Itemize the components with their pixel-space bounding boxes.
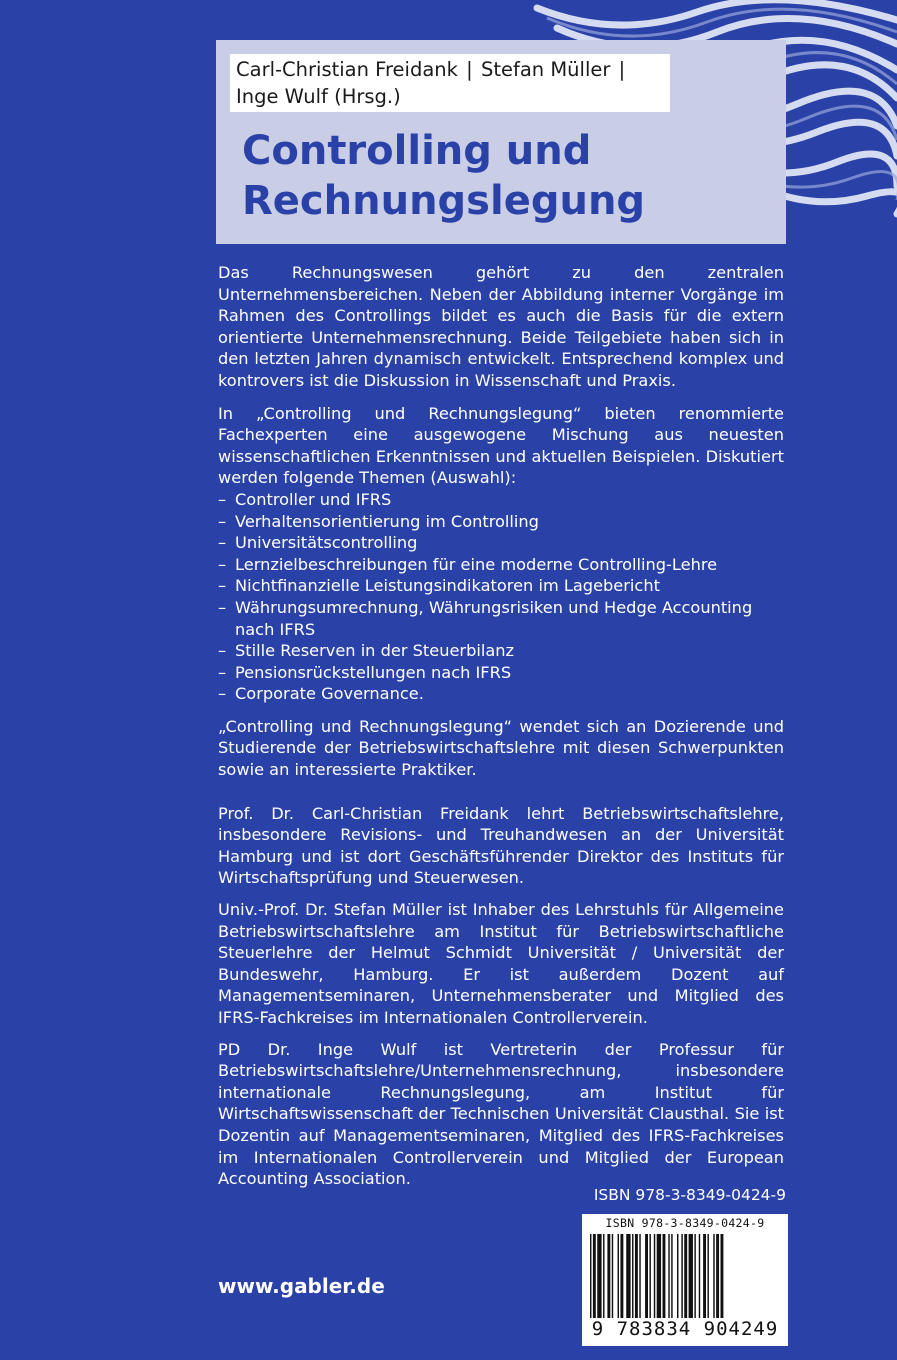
editor-name: Carl-Christian Freidank — [236, 58, 458, 81]
list-item: – Währungsumrechnung, Währungsrisiken und Hedge Accounting nach IFRS — [218, 597, 753, 639]
barcode-bar — [654, 1234, 655, 1318]
barcode-bar — [668, 1234, 669, 1318]
barcode-bar — [590, 1234, 591, 1318]
barcode-bar — [663, 1234, 666, 1318]
barcode-bar — [632, 1234, 633, 1318]
list-item: – Lernzielbeschreibungen für eine moderne Controlling-Lehre — [218, 554, 718, 574]
barcode-bar — [649, 1234, 650, 1318]
editors — [230, 54, 670, 112]
barcode — [582, 1214, 788, 1346]
title-panel — [216, 40, 786, 244]
barcode-bar — [645, 1234, 648, 1318]
list-item: – Controller und IFRS — [218, 489, 392, 509]
barcode-isbn-text: ISBN 978-3-8349-0424-9 — [605, 1216, 765, 1230]
barcode-bar — [612, 1234, 613, 1318]
editor-name: Inge Wulf (Hrsg.) — [236, 85, 401, 108]
barcode-bar — [689, 1234, 693, 1318]
dash: – — [218, 662, 227, 682]
barcode-bars — [590, 1234, 780, 1318]
topics-intro: In „Controlling und Rechnungslegung“ bieten renommierte Fachexperten eine ausgewogene Mischung aus neuesten wissenschaftlichen Erkenntnissen und aktuellen Beispielen. Diskutiert werden folgende Themen (Auswahl): — [218, 403, 784, 488]
list-item: – Stille Reserven in der Steuerbilanz — [218, 641, 515, 661]
dash: – — [218, 533, 227, 553]
barcode-bar — [626, 1234, 630, 1318]
list-item: – Pensionsrückstellungen nach IFRS — [218, 662, 512, 682]
blurb — [218, 262, 784, 1200]
barcode-bar — [657, 1234, 661, 1318]
isbn-label: ISBN 978-3-8349-0424-9 — [593, 1186, 786, 1204]
barcode-bar — [716, 1234, 719, 1318]
barcode-bar — [707, 1234, 708, 1318]
list-item: – Verhaltensorientierung im Controlling — [218, 511, 539, 531]
dash: – — [218, 511, 227, 531]
book-title — [242, 126, 762, 226]
list-item: – Nichtfinanzielle Leistungsindikatoren im Lagebericht — [218, 576, 660, 596]
barcode-bar — [713, 1234, 714, 1318]
barcode-bar — [681, 1234, 682, 1318]
publisher-url[interactable]: www.gabler.de — [218, 1274, 385, 1298]
dash: – — [218, 641, 227, 661]
editor-bios — [218, 803, 784, 1190]
dash: – — [218, 576, 227, 596]
dash: – — [218, 597, 227, 617]
list-item: – Universitätscontrolling — [218, 533, 418, 553]
barcode-bar — [677, 1234, 678, 1318]
barcode-bar — [639, 1234, 640, 1318]
separator: | — [466, 58, 473, 81]
bio-wulf: PD Dr. Inge Wulf ist Vertreterin der Professur für Betriebswirtschaftslehre/Unternehmensrechnung, insbesondere internationale Rechnungslegung, am Institut für Wirtschaftswissenschaft der Technischen Universität Clausthal. Sie ist Dozentin auf Managementseminaren, Mitglied des IFRS-Fachkreises im Internationalen Controllerverein und Mitglied der European Accounting Association. — [218, 1039, 784, 1189]
barcode-bar — [618, 1234, 619, 1318]
barcode-bar — [721, 1234, 724, 1318]
separator: | — [618, 58, 626, 81]
title-line: Controlling und — [242, 128, 592, 174]
barcode-bar — [699, 1234, 700, 1318]
barcode-bar — [694, 1234, 695, 1318]
bio-mueller: Univ.-Prof. Dr. Stefan Müller ist Inhaber des Lehrstuhls für Allgemeine Betriebswirtschaftslehre am Institut für Betriebswirtschaftliche Steuerlehre der Helmut Schmidt Universität / Universität der Bundeswehr, Hamburg. Er ist außerdem Dozent auf Managementseminaren, Unternehmensberater und Mitglied des IFRS-Fachkreises im Internationalen Controllerverein. — [218, 900, 784, 1027]
title-line: Rechnungslegung — [242, 178, 646, 224]
list-item: – Corporate Governance. — [218, 684, 424, 704]
barcode-bar — [620, 1234, 623, 1318]
dash: – — [218, 684, 227, 704]
barcode-bar — [597, 1234, 601, 1318]
editor-name: Stefan Müller — [480, 58, 611, 81]
barcode-bar — [593, 1234, 596, 1318]
dash: – — [218, 554, 227, 574]
barcode-bar — [607, 1234, 610, 1318]
barcode-bar — [603, 1234, 604, 1318]
barcode-bar — [684, 1234, 687, 1318]
intro-paragraph: Das Rechnungswesen gehört zu den zentralen Unternehmensbereichen. Neben der Abbildung interner Vorgänge im Rahmen des Controllings bildet es auch die Basis für die extern orientierte Unternehmensrechnung. Beide Teilgebiete haben sich in den letzten Jahren dynamisch entwickelt. Entsprechend komplex und kontrovers ist die Diskussion in Wissenschaft und Praxis. — [218, 263, 784, 390]
audience-paragraph: „Controlling und Rechnungslegung“ wendet sich an Dozierende und Studierende der Betriebswirtschaftslehre mit diesen Schwerpunkten sowie an interessierte Praktiker. — [218, 716, 784, 780]
dash: – — [218, 489, 227, 509]
barcode-digits: 9 783834 904249 — [591, 1318, 779, 1340]
barcode-bar — [703, 1234, 706, 1318]
topics-list — [218, 489, 784, 705]
bio-freidank: Prof. Dr. Carl-Christian Freidank lehrt Betriebswirtschaftslehre, insbesondere Revisions- und Treuhandwesen an der Universität Hamburg und ist dort Geschäftsführender Direktor des Instituts für Wirtschaftsprüfung und Steuerwesen. — [218, 803, 784, 888]
barcode-bar — [671, 1234, 672, 1318]
barcode-bar — [635, 1234, 638, 1318]
